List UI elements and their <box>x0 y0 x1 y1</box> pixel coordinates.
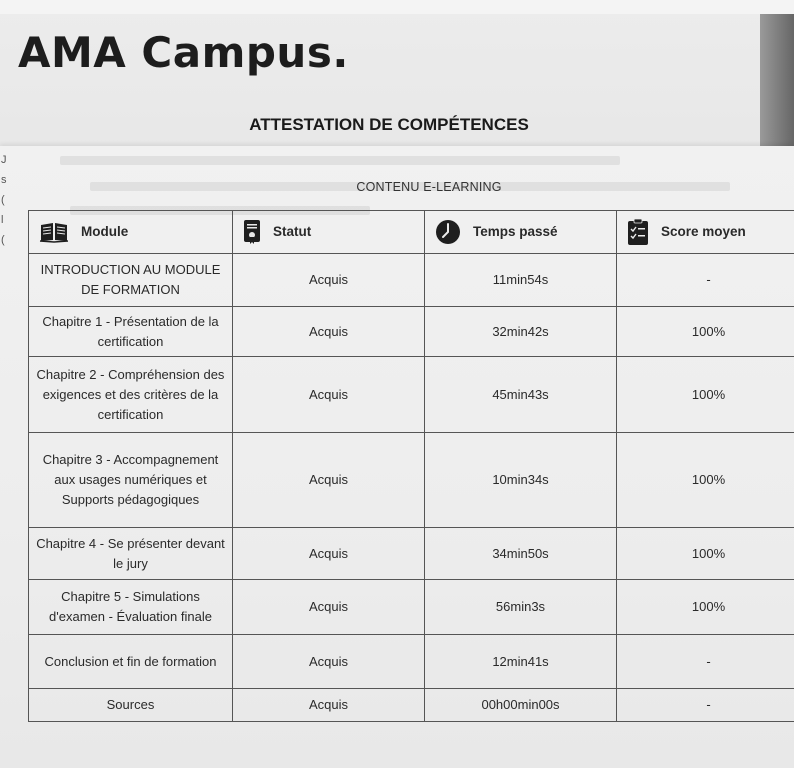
shadow-corner <box>760 14 794 164</box>
header-score <box>617 211 794 254</box>
cell-module: Sources <box>29 689 233 722</box>
cell-statut: Acquis <box>233 254 425 307</box>
cell-temps: 12min41s <box>425 635 617 689</box>
cell-temps: 45min43s <box>425 357 617 433</box>
clock-icon <box>435 219 461 245</box>
cell-module: Chapitre 3 - Accompagnement aux usages numériques et Supports pédagogiques <box>29 433 233 528</box>
cell-score: 100% <box>617 357 794 433</box>
cell-statut: Acquis <box>233 433 425 528</box>
cell-temps: 32min42s <box>425 307 617 357</box>
section-title-text: CONTENU E-LEARNING <box>356 180 502 194</box>
cell-module: Conclusion et fin de formation <box>29 635 233 689</box>
cell-score: 100% <box>617 580 794 635</box>
cell-module: INTRODUCTION AU MODULE DE FORMATION <box>29 254 233 307</box>
table-row <box>29 357 794 433</box>
header-statut-label: Statut <box>273 224 312 239</box>
table-row <box>29 528 794 580</box>
table-row <box>29 635 794 689</box>
table-row <box>29 689 794 722</box>
cell-statut: Acquis <box>233 635 425 689</box>
brand-logo <box>18 28 349 77</box>
cell-module: Chapitre 5 - Simulations d'examen - Évaluation finale <box>29 580 233 635</box>
cell-statut: Acquis <box>233 580 425 635</box>
header-module-label: Module <box>81 224 129 239</box>
cell-temps: 34min50s <box>425 528 617 580</box>
cell-temps: 56min3s <box>425 580 617 635</box>
clipboard-check-icon <box>627 218 649 246</box>
header-score-label: Score moyen <box>661 224 746 239</box>
cell-statut: Acquis <box>233 357 425 433</box>
cell-module: Chapitre 4 - Se présenter devant le jury <box>29 528 233 580</box>
certificate-icon <box>243 219 261 245</box>
cell-temps: 00h00min00s <box>425 689 617 722</box>
section-title <box>0 180 794 194</box>
edge-mark: s <box>1 174 7 186</box>
edge-mark: l <box>1 214 4 226</box>
document-title <box>0 115 794 135</box>
header-temps <box>425 211 617 254</box>
cell-score: - <box>617 635 794 689</box>
cell-temps: 11min54s <box>425 254 617 307</box>
header-module <box>29 211 233 254</box>
cell-module: Chapitre 2 - Compréhension des exigences et des critères de la certification <box>29 357 233 433</box>
bleed-through-line <box>60 156 620 165</box>
cell-statut: Acquis <box>233 307 425 357</box>
table-row <box>29 433 794 528</box>
document-title-text: ATTESTATION DE COMPÉTENCES <box>249 115 529 134</box>
brand-name: AMA Campus <box>18 28 333 77</box>
edge-mark: J <box>1 154 7 166</box>
cell-temps: 10min34s <box>425 433 617 528</box>
edge-mark: ( <box>1 234 5 246</box>
table-row <box>29 254 794 307</box>
table-row <box>29 580 794 635</box>
brand-dot: . <box>332 28 349 77</box>
cell-score: 100% <box>617 528 794 580</box>
cell-statut: Acquis <box>233 689 425 722</box>
header-temps-label: Temps passé <box>473 224 558 239</box>
table-header-row <box>29 211 794 254</box>
book-icon <box>39 221 69 243</box>
cell-score: 100% <box>617 433 794 528</box>
left-edge-marks <box>1 150 7 250</box>
cell-score: - <box>617 689 794 722</box>
top-edge <box>0 0 794 14</box>
edge-mark: ( <box>1 194 5 206</box>
cell-module: Chapitre 1 - Présentation de la certification <box>29 307 233 357</box>
header-statut <box>233 211 425 254</box>
cell-statut: Acquis <box>233 528 425 580</box>
elearning-table <box>28 210 794 722</box>
table-row <box>29 307 794 357</box>
cell-score: 100% <box>617 307 794 357</box>
cell-score: - <box>617 254 794 307</box>
